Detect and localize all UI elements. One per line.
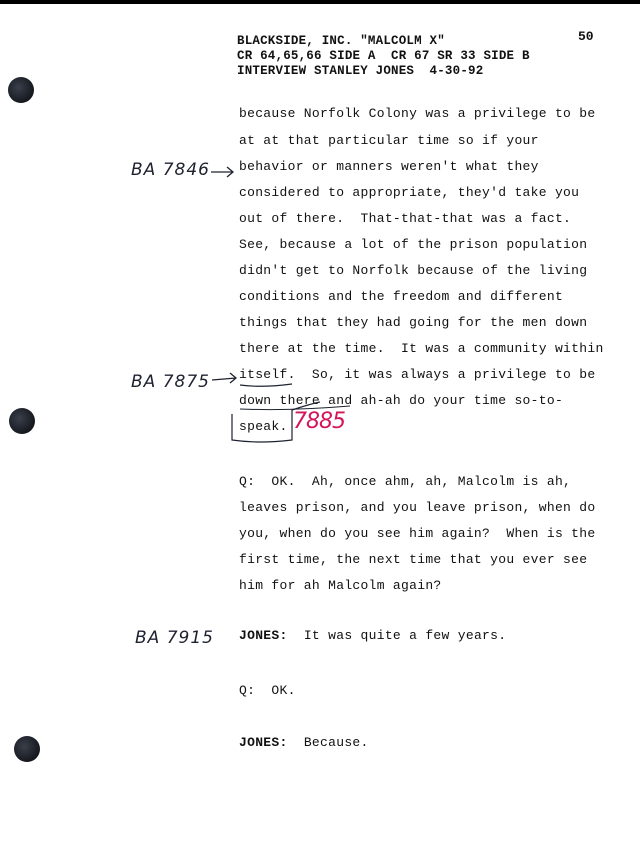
body-line: there at the time. It was a community within: [239, 341, 604, 356]
top-edge-rule: [0, 0, 640, 4]
handwritten-timecode-3: BA 7915: [135, 628, 214, 648]
answer-text: Because.: [303, 735, 369, 750]
red-handwritten-timecode: 7885: [293, 409, 345, 434]
speaker-label: JONES:: [239, 735, 288, 750]
question-line: first time, the next time that you ever see: [239, 552, 588, 567]
question-line: you, when do you see him again? When is the: [239, 526, 596, 541]
arrow-icon: [211, 167, 233, 177]
handwritten-timecode-1: BA 7846: [131, 160, 210, 180]
header-tape-info: CR 64,65,66 SIDE A CR 67 SR 33 SIDE B: [237, 49, 530, 63]
body-line: considered to appropriate, they'd take you: [239, 185, 580, 200]
body-line: See, because a lot of the prison population: [239, 237, 588, 252]
punch-hole-top: [8, 77, 34, 103]
page-number: 50: [578, 29, 594, 44]
body-line: didn't get to Norfolk because of the living: [239, 263, 588, 278]
body-line: out of there. That-that-that was a fact.: [239, 211, 572, 226]
speaker-label: JONES:: [239, 628, 288, 643]
answer-text: It was quite a few years.: [303, 628, 507, 643]
question-ok-line: Q: OK.: [239, 683, 296, 698]
punch-hole-bottom: [14, 736, 40, 762]
question-line: Q: OK. Ah, once ahm, ah, Malcolm is ah,: [239, 474, 572, 489]
body-line: down there and ah-ah do your time so-to-: [239, 393, 564, 408]
header-interview-info: INTERVIEW STANLEY JONES 4-30-92: [237, 64, 484, 78]
body-line: because Norfolk Colony was a privilege to be: [239, 106, 596, 121]
handwritten-timecode-2: BA 7875: [131, 372, 210, 392]
document-header: [237, 34, 530, 79]
body-line: speak.: [239, 419, 288, 434]
jones-answer-line: [239, 628, 506, 643]
question-line: leaves prison, and you leave prison, when do: [239, 500, 596, 515]
body-line: at at that particular time so if your: [239, 133, 539, 148]
body-line: behavior or manners weren't what they: [239, 159, 539, 174]
body-line: itself. So, it was always a privilege to be: [239, 367, 596, 382]
underline-mark: [240, 384, 292, 386]
question-line: him for ah Malcolm again?: [239, 578, 442, 593]
punch-hole-middle: [9, 408, 35, 434]
header-title: BLACKSIDE, INC. "MALCOLM X": [237, 34, 445, 48]
body-line: things that they had going for the men down: [239, 315, 588, 330]
jones-answer-line: [239, 735, 369, 750]
body-line: conditions and the freedom and different: [239, 289, 564, 304]
arrow-icon: [212, 373, 236, 383]
